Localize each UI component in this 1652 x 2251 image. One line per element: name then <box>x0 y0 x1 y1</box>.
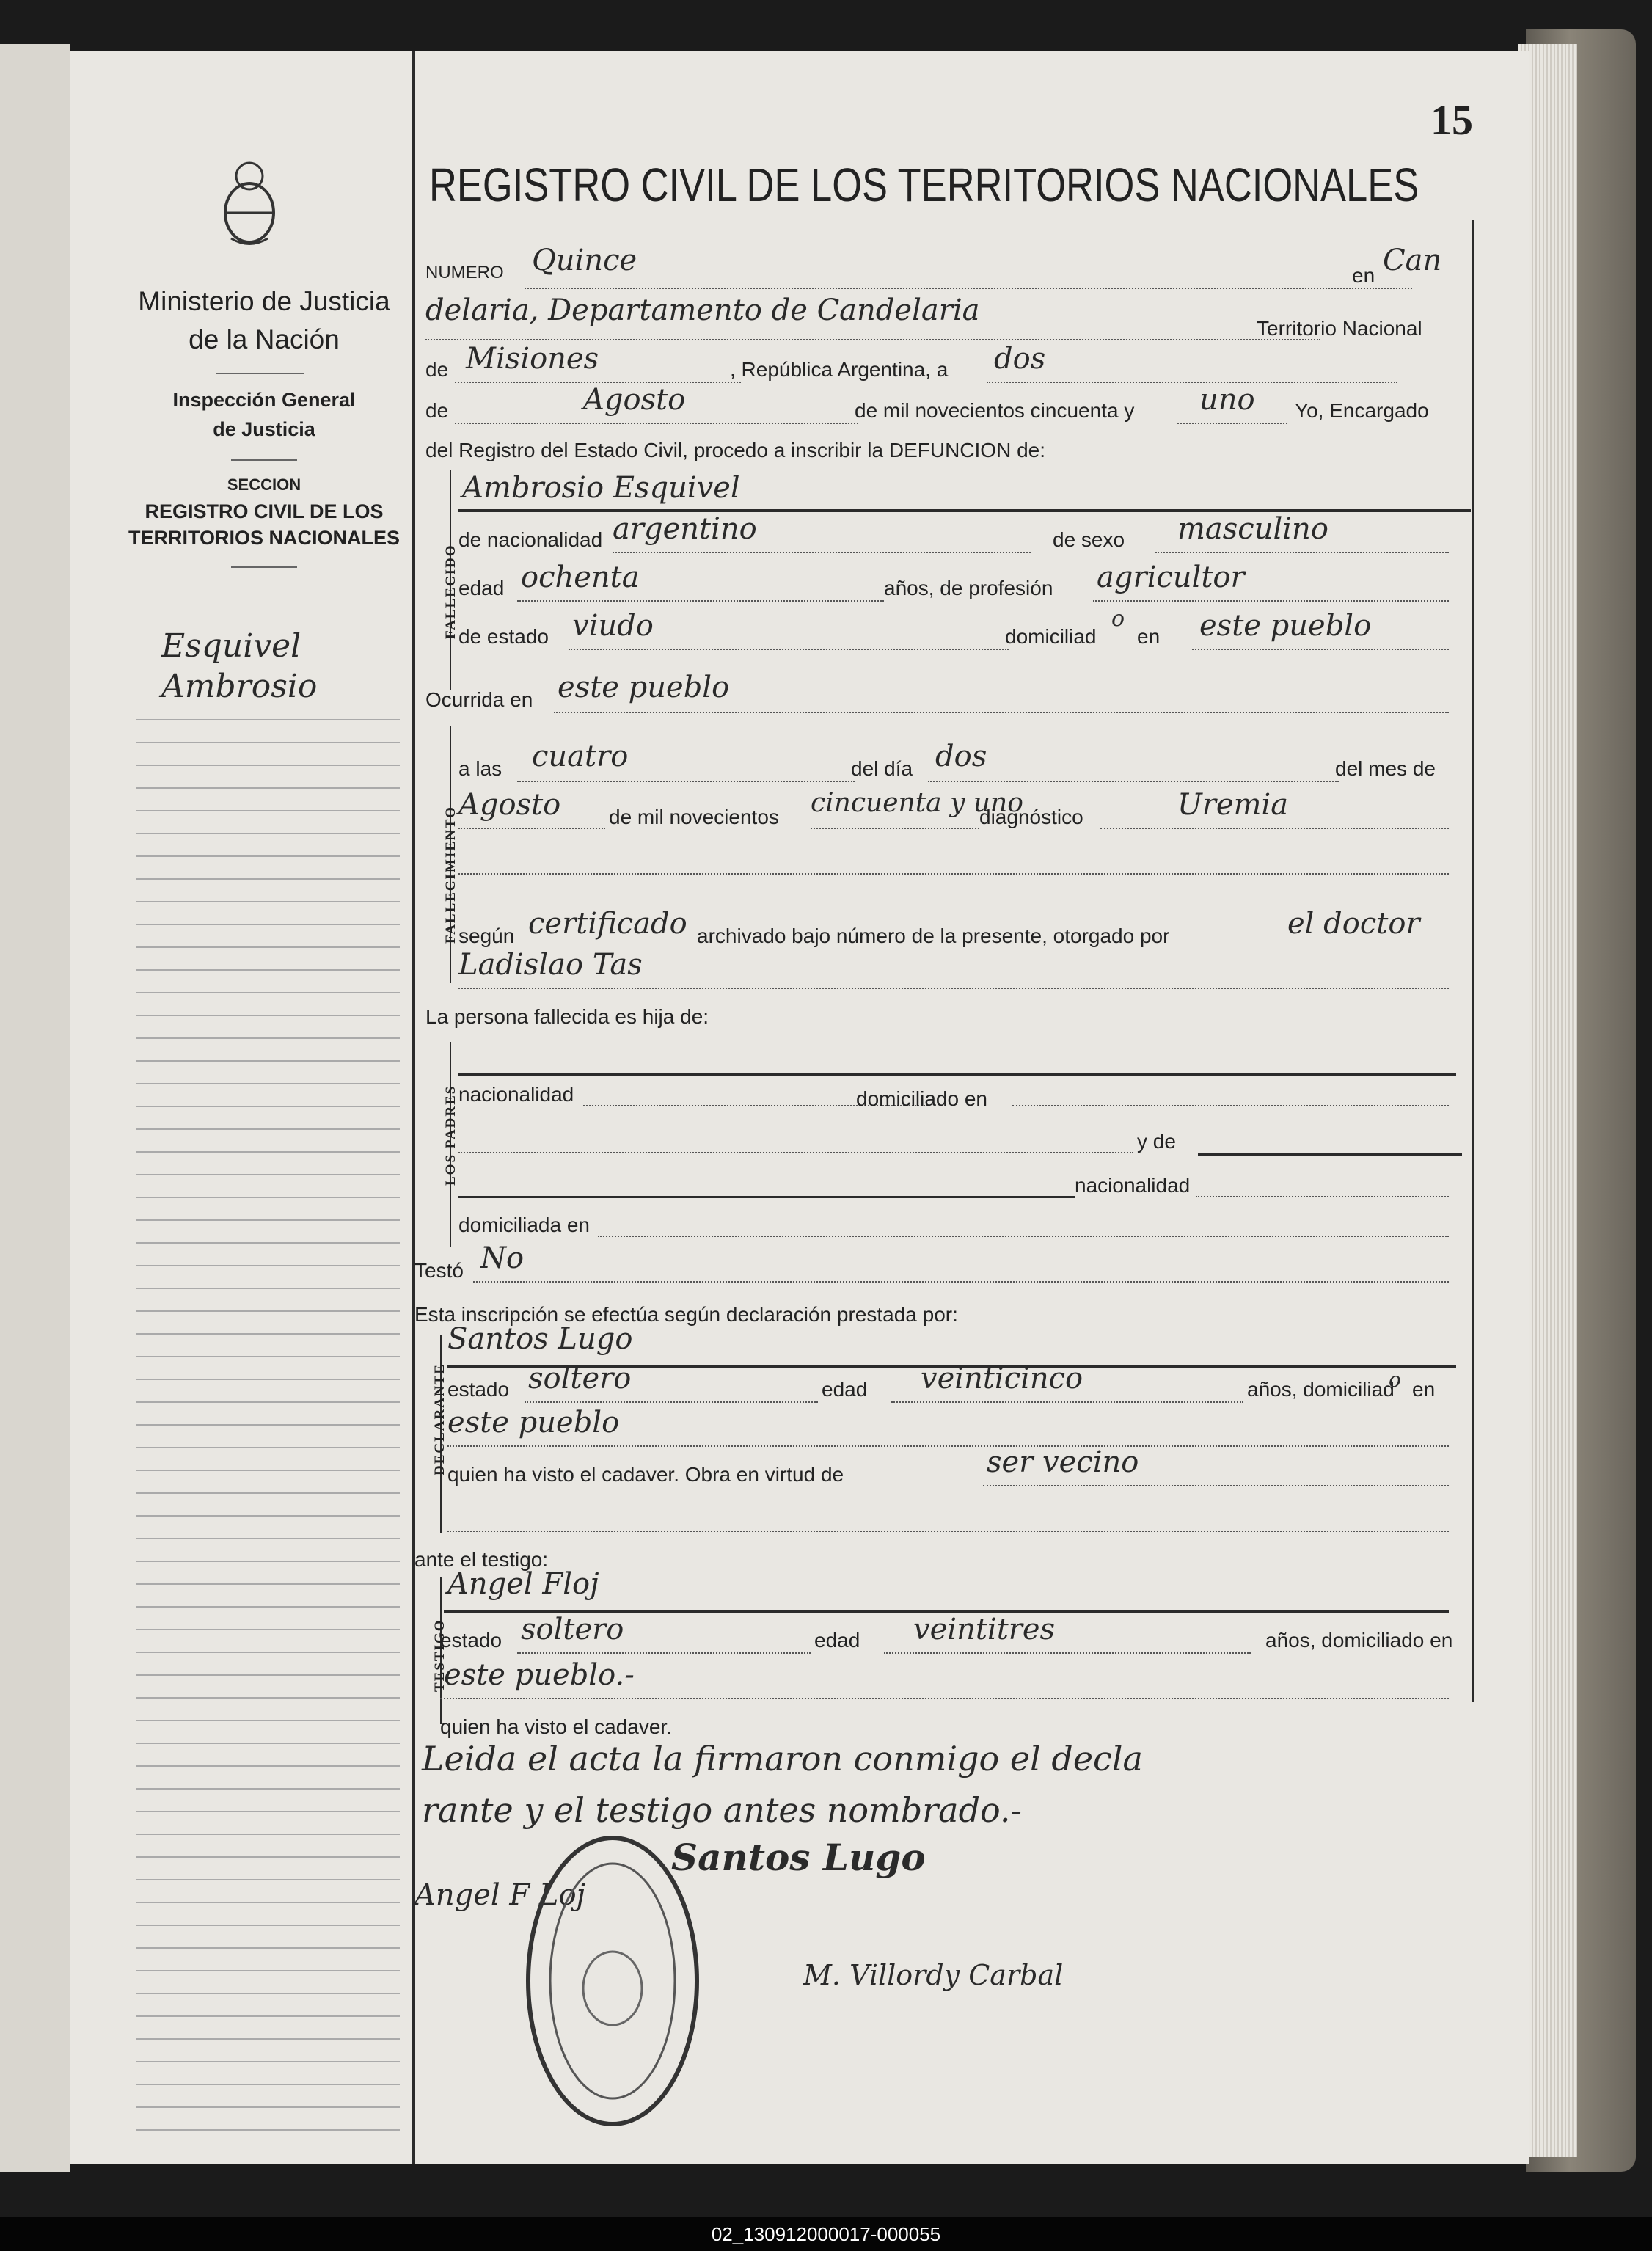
ruled-line <box>136 1674 400 1676</box>
label-mil-novecientos: de mil novecientos cincuenta y <box>855 399 1135 422</box>
ruled-line <box>136 1060 400 1062</box>
label-quien: quien ha visto el cadaver. Obra en virtud de <box>447 1463 844 1486</box>
dotted-line <box>554 712 1449 713</box>
dotted-line <box>928 781 1339 782</box>
label-domiciliado-en: domiciliado en <box>856 1087 987 1110</box>
ruled-line <box>136 719 400 720</box>
dotted-line <box>425 339 1320 340</box>
section-label: SECCION <box>227 475 301 494</box>
ruled-line <box>136 1993 400 1994</box>
ruled-line <box>136 833 400 834</box>
hw-occurred: este pueblo <box>558 671 730 704</box>
hw-closing-2: rante y el testigo antes nombrado.- <box>422 1790 1023 1830</box>
ruled-line <box>136 2038 400 2040</box>
hw-doctor: el doctor <box>1287 907 1420 941</box>
label-estado-2: estado <box>447 1378 510 1401</box>
ruled-line <box>136 1470 400 1471</box>
ruled-line <box>136 1265 400 1266</box>
ruled-line <box>136 1288 400 1289</box>
ruled-line <box>136 878 400 880</box>
ruled-line <box>136 765 400 766</box>
ruled-line <box>136 855 400 857</box>
dotted-line <box>987 382 1397 383</box>
ruled-line <box>136 1197 400 1198</box>
label-encargado: Yo, Encargado <box>1295 399 1429 422</box>
section-fallecido: FALLECIDO <box>443 544 458 639</box>
label-mil-nov: de mil novecientos <box>609 806 779 828</box>
hw-death-month: Agosto <box>458 788 561 822</box>
ruled-line <box>136 1492 400 1494</box>
dotted-line <box>1100 828 1449 829</box>
hw-year: uno <box>1199 383 1255 417</box>
hw-territory: Misiones <box>466 342 599 376</box>
ruled-line <box>136 1879 400 1880</box>
hw-hour: cuatro <box>532 740 629 773</box>
label-de: de <box>425 358 449 381</box>
margin-divider <box>412 51 415 2164</box>
label-estado: de estado <box>458 625 549 648</box>
dotted-line <box>613 552 1031 553</box>
hw-en: Can <box>1383 244 1442 277</box>
ruled-line <box>136 742 400 743</box>
label-en: en <box>1352 264 1375 287</box>
section-declarante: DECLARANTE <box>432 1362 447 1475</box>
label-diagnostico: diagnóstico <box>979 806 1083 828</box>
ruled-line <box>136 1765 400 1767</box>
page-title: REGISTRO CIVIL DE LOS TERRITORIOS NACIONALES <box>429 158 1419 211</box>
label-archivado: archivado bajo número de la presente, otorgado por <box>697 924 1170 947</box>
ruled-line <box>136 1447 400 1448</box>
ruled-line <box>136 924 400 925</box>
inspection-label: Inspección General <box>172 389 356 411</box>
dotted-line <box>1177 423 1287 424</box>
ruled-line <box>136 1310 400 1312</box>
hw-civil-state: viudo <box>572 609 654 643</box>
ruled-line <box>136 2084 400 2085</box>
label-sexo: de sexo <box>1053 528 1125 551</box>
label-del-dia: del día <box>851 757 913 780</box>
ruled-line <box>136 2015 400 2017</box>
dotted-line <box>473 1281 1449 1283</box>
dotted-line <box>598 1236 1449 1237</box>
ruled-line <box>136 1925 400 1926</box>
signature-witness: Angel F Loj <box>414 1878 585 1912</box>
label-ante: ante el testigo: <box>414 1548 549 1571</box>
ruled-line <box>136 787 400 789</box>
hw-certificate: certificado <box>528 907 687 941</box>
dotted-line <box>458 1152 1133 1153</box>
ruled-line <box>136 1333 400 1335</box>
ruled-line <box>136 2129 400 2131</box>
section-padres: LOS PADRES <box>443 1084 458 1186</box>
hw-day: dos <box>994 342 1046 376</box>
ruled-line <box>136 2106 400 2108</box>
dotted-line <box>455 423 858 424</box>
left-page <box>0 44 70 2172</box>
ruled-line <box>136 1401 400 1403</box>
hw-diagnosis: Uremia <box>1177 788 1289 822</box>
ruled-line <box>136 1947 400 1949</box>
hw-declarant-domicile: este pueblo <box>447 1406 620 1440</box>
dotted-line <box>569 649 1009 650</box>
image-id-footer: 02_130912000017-000055 <box>0 2217 1652 2251</box>
label-a-las: a las <box>458 757 502 780</box>
dotted-line <box>440 1698 1449 1699</box>
ruled-line <box>136 1629 400 1630</box>
label-anos-domiciliado-2: años, domiciliado en <box>1265 1629 1453 1652</box>
hw-witness: Angel Floj <box>447 1567 599 1601</box>
ruled-line <box>136 1083 400 1084</box>
hw-profession: agricultor <box>1097 561 1245 594</box>
ruled-line <box>136 1424 400 1426</box>
ruled-line <box>136 901 400 902</box>
ruled-line <box>136 969 400 971</box>
label-inscripcion: Esta inscripción se efectúa según declaración prestada por: <box>414 1303 958 1326</box>
hw-death-year: cincuenta y uno <box>811 788 1023 818</box>
ruled-line <box>136 1015 400 1016</box>
section-fallecimiento: FALLECIMIENTO <box>443 806 458 944</box>
hw-declarant-reason: ser vecino <box>987 1445 1139 1479</box>
ruled-line <box>136 1743 400 1744</box>
hw-testo: No <box>480 1241 525 1275</box>
label-en-3: en <box>1412 1378 1436 1401</box>
ruled-line <box>136 1356 400 1357</box>
rule <box>458 1196 1075 1198</box>
dotted-line <box>1192 649 1449 650</box>
dotted-line <box>884 1652 1251 1654</box>
coat-of-arms-icon <box>216 154 282 249</box>
label-ocurrida: Ocurrida en <box>425 688 533 711</box>
dotted-line <box>1155 552 1449 553</box>
dotted-line <box>517 781 855 782</box>
registry-label: REGISTRO CIVIL DE LOS <box>145 500 384 522</box>
label-edad-3: edad <box>814 1629 860 1652</box>
divider <box>231 459 297 461</box>
label-republica: , República Argentina, a <box>730 358 949 381</box>
hw-declarant-suffix: o <box>1389 1368 1401 1392</box>
hw-name: Ambrosio Esquivel <box>462 471 740 505</box>
hw-sex: masculino <box>1177 512 1328 546</box>
ruled-line <box>136 1151 400 1153</box>
label-de-2: de <box>425 399 449 422</box>
ruled-line <box>136 1174 400 1175</box>
dotted-line <box>447 1531 1449 1532</box>
dotted-line <box>458 828 605 829</box>
ruled-line <box>136 1697 400 1699</box>
ruled-line <box>136 1970 400 1971</box>
ruled-line <box>136 810 400 811</box>
dotted-line <box>525 288 1412 289</box>
label-anos-domiciliado: años, domiciliad <box>1247 1378 1395 1401</box>
dotted-line <box>525 1401 818 1403</box>
hw-declarant: Santos Lugo <box>447 1322 633 1356</box>
margin-surname: Esquivel <box>161 627 301 665</box>
ruled-line <box>136 1811 400 1812</box>
signature-declarant: Santos Lugo <box>671 1836 926 1879</box>
label-hija: La persona fallecida es hija de: <box>425 1005 709 1028</box>
official-seal-icon <box>510 1812 745 2135</box>
label-domiciliada-en: domiciliada en <box>458 1214 590 1236</box>
ruled-line <box>136 1561 400 1562</box>
ruled-line <box>136 1902 400 1903</box>
ruled-line <box>136 2061 400 2062</box>
dotted-line <box>458 988 1449 989</box>
hw-domicile-suffix: o <box>1111 606 1125 632</box>
ministry-label: Ministerio de Justicia <box>138 286 390 316</box>
hw-death-day: dos <box>935 740 987 773</box>
dotted-line <box>891 1401 1243 1403</box>
label-en-2: en <box>1137 625 1161 648</box>
label-nacionalidad-3: nacionalidad <box>1075 1174 1191 1197</box>
inspection-label-2: de Justicia <box>213 418 315 440</box>
hw-month: Agosto <box>583 383 686 417</box>
divider <box>216 373 304 374</box>
ruled-line <box>136 1652 400 1653</box>
ruled-line <box>136 1606 400 1608</box>
ruled-line <box>136 1856 400 1858</box>
label-profesion: años, de profesión <box>884 577 1053 599</box>
ruled-line <box>136 1834 400 1835</box>
right-border <box>1472 220 1474 1702</box>
label-segun: según <box>458 924 515 947</box>
dotted-line <box>983 1485 1449 1486</box>
label-edad: edad <box>458 577 505 599</box>
label-estado-3: estado <box>440 1629 502 1652</box>
ruled-line <box>136 1219 400 1221</box>
dotted-line <box>517 1652 811 1654</box>
label-edad-2: edad <box>822 1378 868 1401</box>
label-y-de: y de <box>1137 1130 1176 1153</box>
ruled-line <box>136 1242 400 1244</box>
dotted-line <box>1196 1196 1449 1197</box>
hw-witness-age: veintitres <box>913 1613 1056 1646</box>
section-testigo: TESTIGO <box>432 1619 447 1692</box>
label-testo: Testó <box>414 1259 464 1282</box>
ruled-line <box>136 992 400 993</box>
ruled-line <box>136 1515 400 1517</box>
signature-officer: M. Villordy Carbal <box>803 1959 1064 1991</box>
dotted-line <box>1093 600 1449 602</box>
register-page <box>70 51 1529 2164</box>
hw-numero: Quince <box>532 244 637 277</box>
label-quien-2: quien ha visto el cadaver. <box>440 1715 672 1738</box>
dotted-line <box>517 600 884 602</box>
label-nacionalidad: de nacionalidad <box>458 528 603 551</box>
hw-age: ochenta <box>521 561 640 594</box>
dotted-line <box>811 828 979 829</box>
rule <box>1198 1153 1462 1156</box>
label-territorio: Territorio Nacional <box>1257 317 1422 340</box>
hw-domicile: este pueblo <box>1199 609 1372 643</box>
dotted-line <box>458 873 1449 875</box>
hw-witness-state: soltero <box>521 1613 624 1646</box>
hw-witness-domicile: este pueblo.- <box>444 1658 635 1692</box>
label-domiciliado: domiciliad <box>1005 625 1097 648</box>
ruled-line <box>136 1037 400 1039</box>
registry-label-2: TERRITORIOS NACIONALES <box>128 527 401 549</box>
hw-declarant-state: soltero <box>528 1362 632 1396</box>
hw-place: delaria, Departamento de Candelaria <box>425 293 980 327</box>
ruled-line <box>136 1788 400 1790</box>
ruled-line <box>136 1128 400 1130</box>
ruled-line <box>136 946 400 948</box>
label-del-mes: del mes de <box>1335 757 1436 780</box>
hw-nationality: argentino <box>613 512 757 546</box>
ministry-label-2: de la Nación <box>189 324 340 354</box>
margin-given-name: Ambrosio <box>161 668 318 705</box>
hw-declarant-age: veinticinco <box>921 1362 1083 1396</box>
ruled-line <box>136 1720 400 1721</box>
divider <box>231 566 297 568</box>
ruled-line <box>136 1538 400 1539</box>
ruled-line <box>136 1106 400 1107</box>
label-registro: del Registro del Estado Civil, procedo a inscribir la DEFUNCION de: <box>425 439 1045 461</box>
ruled-line <box>136 1583 400 1585</box>
hw-closing-1: Leida el acta la firmaron conmigo el decla <box>422 1739 1143 1778</box>
dotted-line <box>447 1445 1449 1447</box>
hw-doctor-name: Ladislao Tas <box>458 948 643 982</box>
label-numero: NUMERO <box>425 263 504 282</box>
rule <box>458 1073 1456 1076</box>
dotted-line <box>1012 1105 1449 1106</box>
label-nacionalidad-2: nacionalidad <box>458 1083 574 1106</box>
page-number: 15 <box>1430 96 1473 144</box>
ruled-line <box>136 1379 400 1380</box>
